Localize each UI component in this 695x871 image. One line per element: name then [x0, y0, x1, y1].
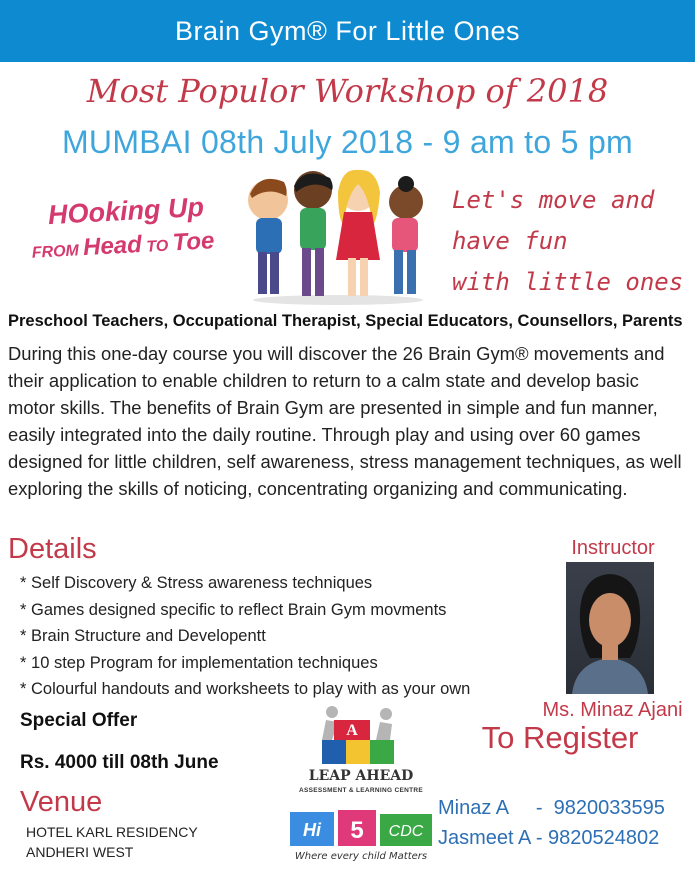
toe-word: Toe: [171, 227, 215, 257]
details-item: * Colourful handouts and worksheets to play with as your own: [20, 676, 540, 703]
details-item: * 10 step Program for implementation techniques: [20, 650, 540, 677]
head-to-toe-heading: [7, 226, 238, 266]
tagline-line-2: have fun: [452, 227, 568, 255]
logo-tagline: Where every child Matters: [294, 851, 428, 862]
venue-hotel: HOTEL KARL RESIDENCY: [26, 824, 198, 840]
logo-name: LEAP AHEAD: [308, 768, 414, 784]
target-audience: Preschool Teachers, Occupational Therapist, Special Educators, Counsellors, Parents: [8, 312, 683, 330]
venue-area: ANDHERI WEST: [26, 844, 134, 860]
hi5-cdc-logo-icon: [286, 806, 436, 850]
page-title: Brain Gym® For Little Ones: [175, 15, 520, 46]
to-word: TO: [141, 237, 174, 257]
details-item: * Brain Structure and Developentt: [20, 623, 540, 650]
details-heading: Details: [8, 533, 97, 565]
contact-jasmeet[interactable]: Jasmeet A - 9820524802: [438, 827, 660, 849]
course-description: During this one-day course you will discover the 26 Brain Gym® movements and their application to enable children to return to a calm state and develop basic motor skills. The benefits of Brain Gym are presented in simple and fun manner, easily integrated into the daily routine. Through play and using over 60 games designed for little children, self awareness, stress management techniques, as well exploring the skills of noticing, concentrating organizing and communicating.: [8, 343, 682, 499]
details-item: * Self Discovery & Stress awareness techniques: [20, 570, 540, 597]
title-banner: [0, 0, 695, 62]
special-offer-price: Rs. 4000 till 08th June: [20, 752, 219, 773]
svg-text:A: A: [346, 722, 358, 739]
logo-subtitle: ASSESSMENT & LEARNING CENTRE: [299, 787, 423, 794]
head-word: Head: [82, 231, 143, 262]
event-dateline: MUMBAI 08th July 2018 - 9 am to 5 pm: [61, 124, 634, 160]
instructor-label: Instructor: [571, 537, 655, 559]
details-item: * Games designed specific to reflect Brain Gym movments: [20, 597, 540, 624]
special-offer-heading: Special Offer: [20, 710, 138, 731]
lets-move-tagline: [452, 180, 692, 303]
details-list: [20, 570, 540, 703]
kids-illustration: [238, 160, 438, 305]
venue-heading: Venue: [20, 786, 103, 818]
instructor-photo: [566, 562, 654, 694]
instructor-name: Ms. Minaz Ajani: [542, 699, 683, 721]
hooking-up-heading: HOoking Up: [47, 191, 205, 231]
contact-minaz[interactable]: Minaz A - 9820033595: [438, 797, 665, 819]
from-word: FROM: [31, 242, 84, 262]
register-heading: To Register: [481, 720, 639, 755]
svg-text:Hi: Hi: [303, 820, 321, 840]
tagline-line-3: with little ones: [452, 268, 684, 296]
tagline-line-1: Let's move and: [452, 186, 655, 214]
workshop-subtitle: Most Populor Workshop of 2018: [86, 72, 609, 110]
instructor-portrait-icon: [566, 562, 654, 694]
svg-text:5: 5: [350, 817, 364, 844]
svg-text:CDC: CDC: [388, 823, 424, 840]
